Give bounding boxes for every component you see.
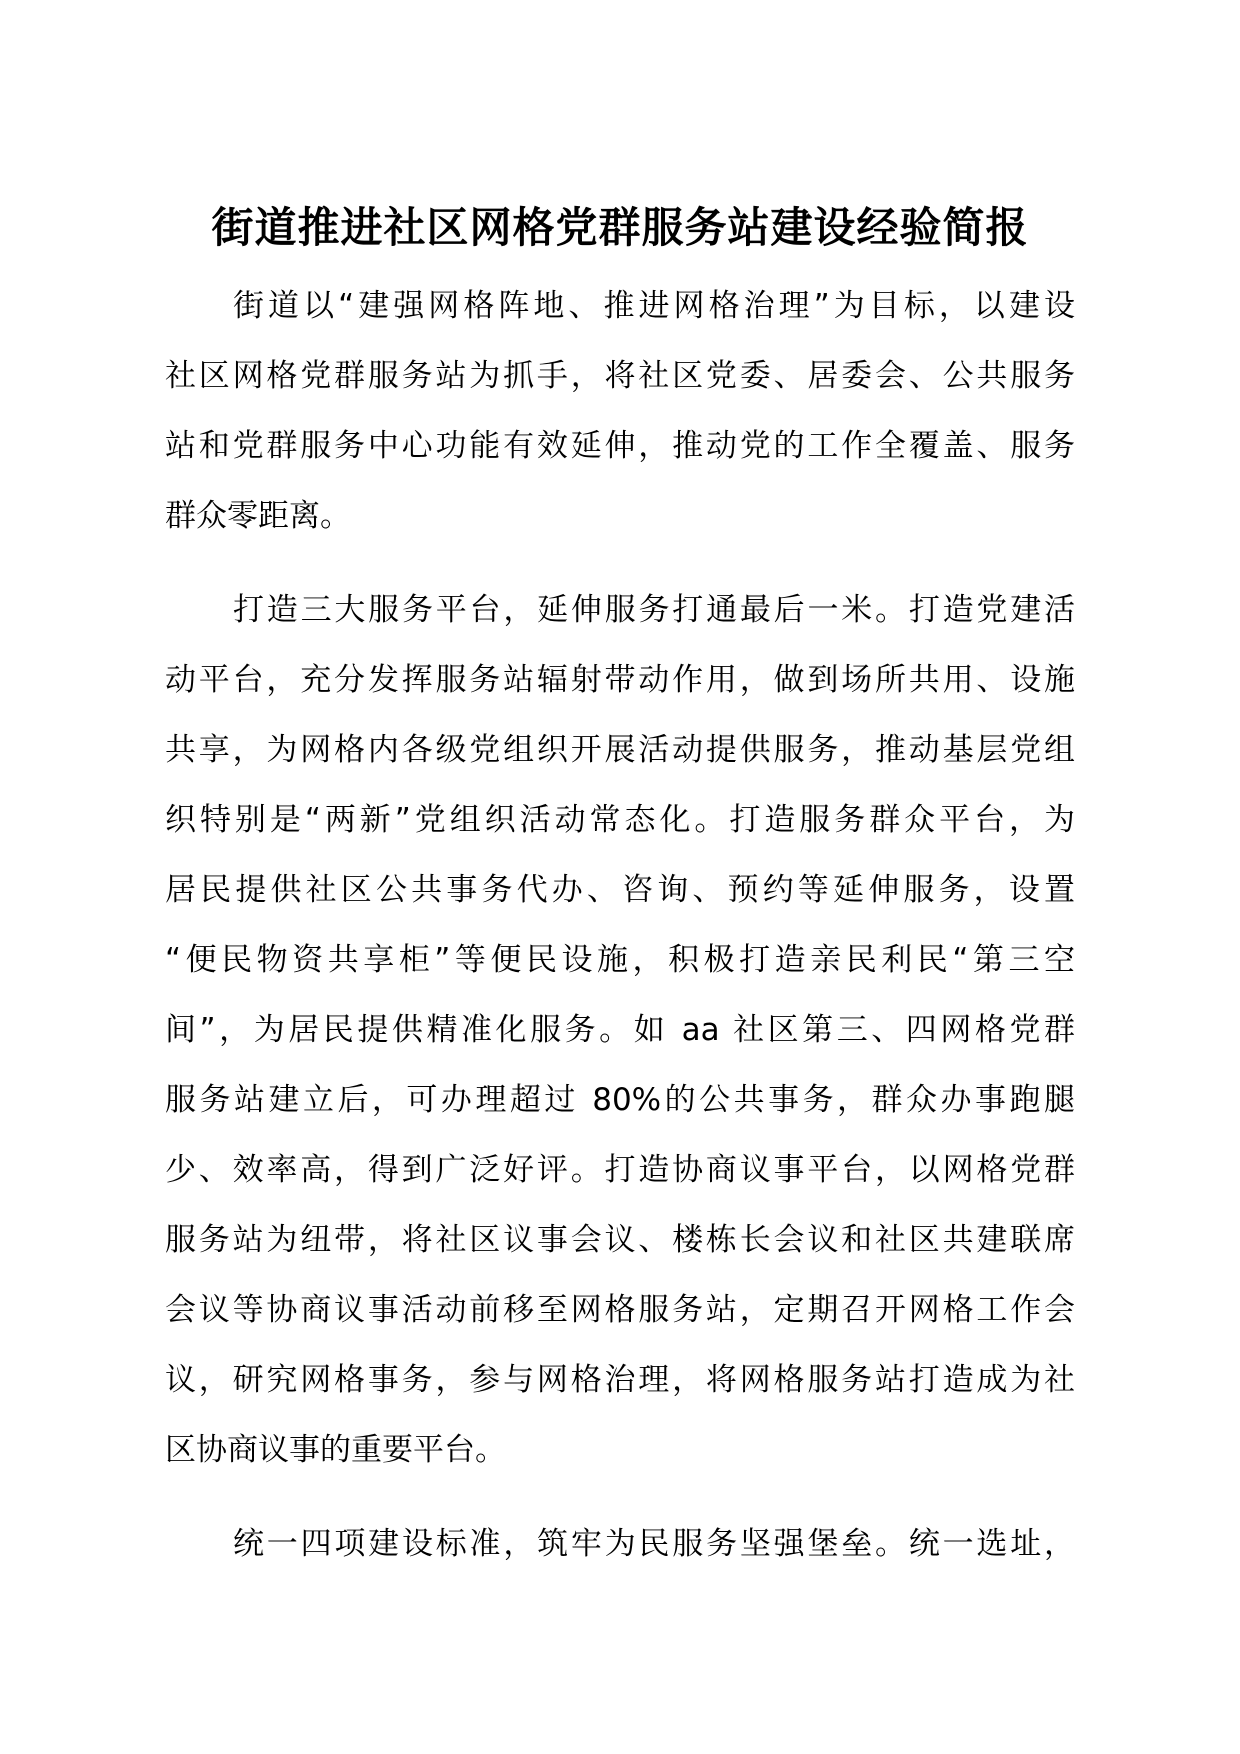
text-line: 站和党群服务中心功能有效延伸，推动党的工作全覆盖、服务	[165, 428, 1075, 464]
text-line: 街道以“建强网格阵地、推进网格治理”为目标，以建设	[233, 288, 1075, 324]
text-line: 少、效率高，得到广泛好评。打造协商议事平台，以网格党群	[165, 1152, 1075, 1188]
paragraph-standards	[165, 1509, 1075, 1579]
document-body	[165, 271, 1075, 1579]
text-line: 议，研究网格事务，参与网格治理，将网格服务站打造成为社	[165, 1362, 1075, 1398]
text-line: 间”，为居民提供精准化服务。如 aa 社区第三、四网格党群	[165, 1012, 1075, 1048]
paragraph-intro	[165, 271, 1075, 551]
text-line: 居民提供社区公共事务代办、咨询、预约等延伸服务，设置	[165, 872, 1075, 908]
text-line: 社区网格党群服务站为抓手，将社区党委、居委会、公共服务	[165, 358, 1075, 394]
text-line: 打造三大服务平台，延伸服务打通最后一米。打造党建活	[233, 592, 1075, 628]
document-title: 街道推进社区网格党群服务站建设经验简报	[211, 203, 1029, 252]
text-line: 织特别是“两新”党组织活动常态化。打造服务群众平台，为	[165, 802, 1075, 838]
text-line: 动平台，充分发挥服务站辐射带动作用，做到场所共用、设施	[165, 662, 1075, 698]
text-line: 会议等协商议事活动前移至网格服务站，定期召开网格工作会	[165, 1292, 1075, 1328]
text-line: “便民物资共享柜”等便民设施，积极打造亲民利民“第三空	[165, 942, 1075, 978]
text-line: 共享，为网格内各级党组织开展活动提供服务，推动基层党组	[165, 732, 1075, 768]
text-line: 区协商议事的重要平台。	[165, 1432, 506, 1468]
text-line: 统一四项建设标准，筑牢为民服务坚强堡垒。统一选址，	[233, 1526, 1075, 1562]
text-line: 服务站为纽带，将社区议事会议、楼栋长会议和社区共建联席	[165, 1222, 1075, 1258]
paragraph-platforms	[165, 575, 1075, 1485]
text-line: 群众零距离。	[165, 498, 351, 534]
text-line: 服务站建立后，可办理超过 80%的公共事务，群众办事跑腿	[165, 1082, 1075, 1118]
